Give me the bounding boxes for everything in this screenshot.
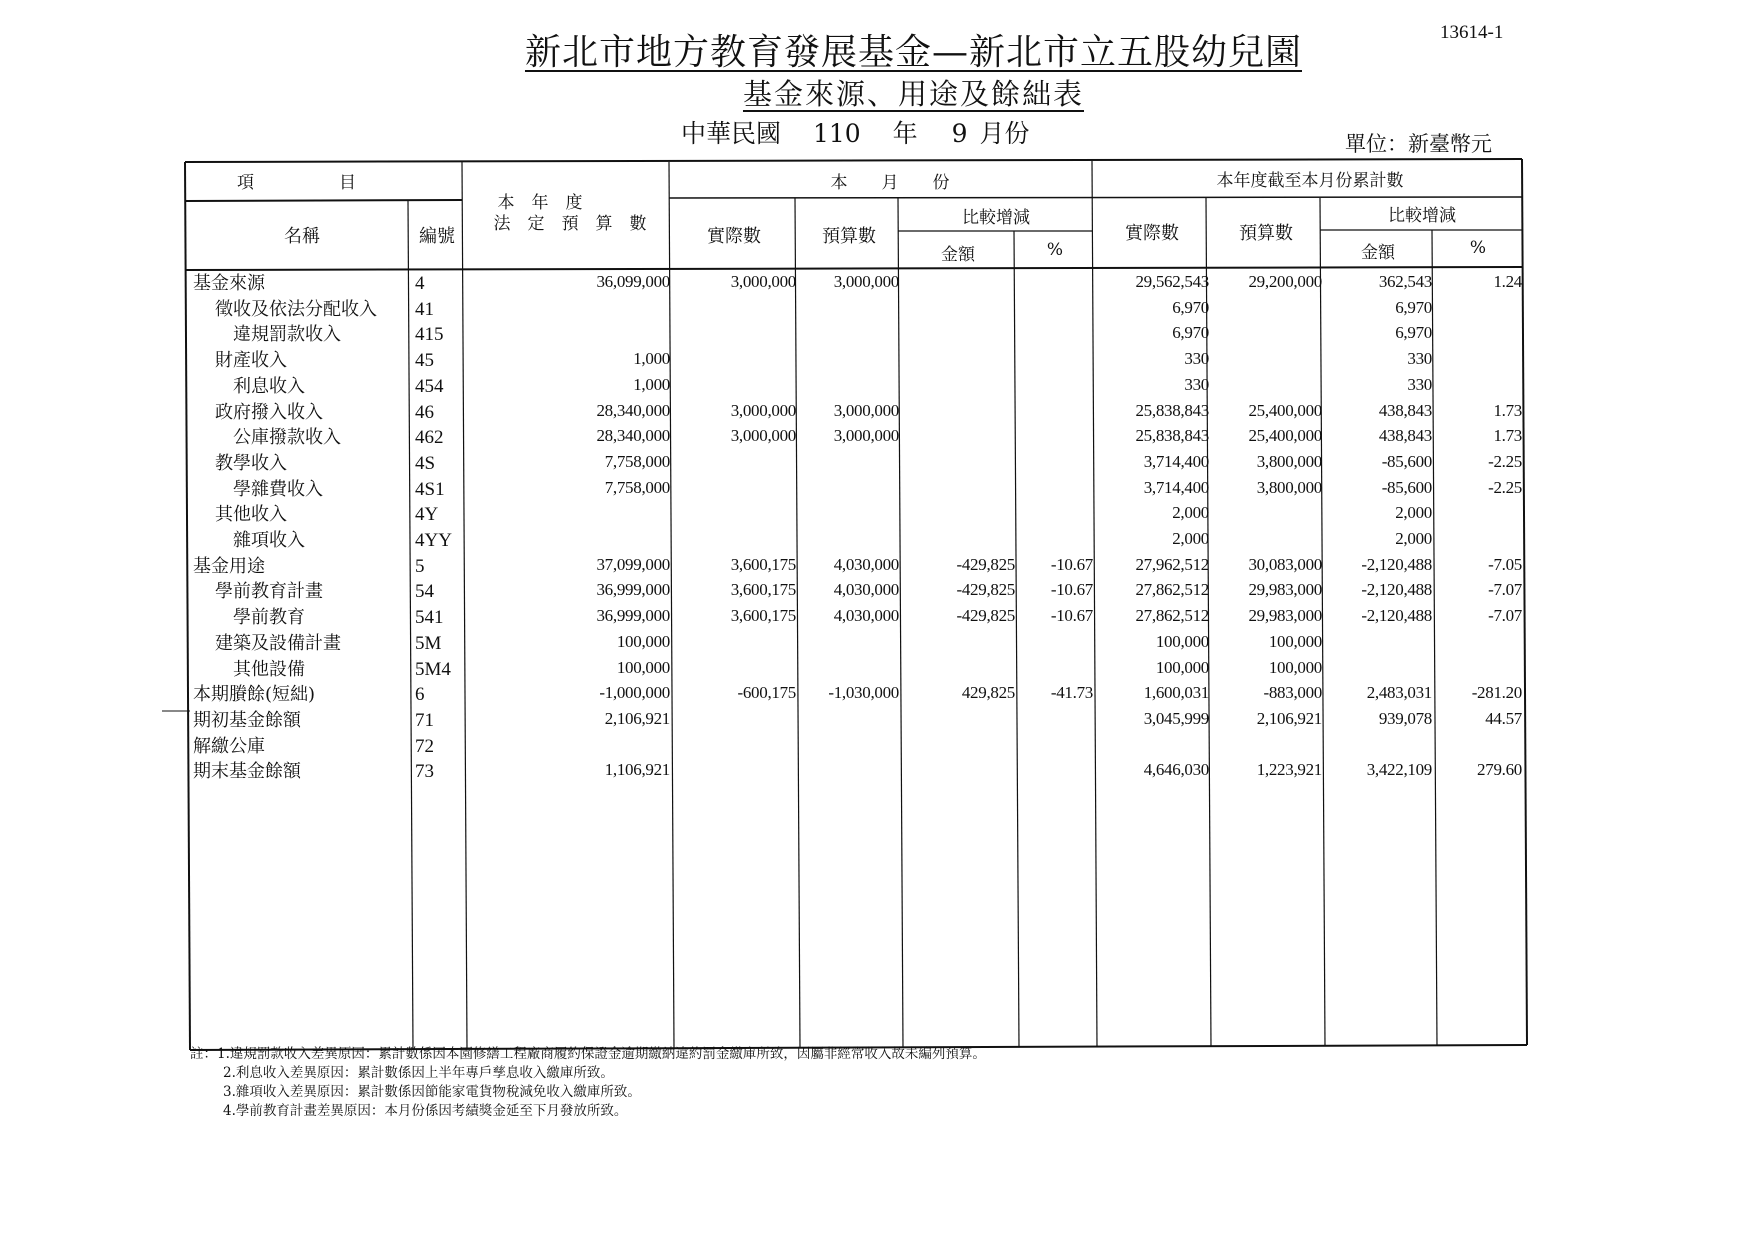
cell-c-bud: 29,983,000 (1248, 580, 1322, 599)
cell-c-act: 2,000 (1172, 529, 1209, 548)
footnote-4: 4.學前教育計畫差異原因：本月份係因考績獎金延至下月發放所致。 (223, 1103, 628, 1119)
cell-m-pct: -10.67 (1050, 555, 1093, 574)
cell-budget: 1,106,921 (604, 760, 670, 779)
period-year-label: 年 (892, 119, 918, 148)
cell-c-bud: 3,800,000 (1256, 478, 1322, 497)
cell-c-pct: -2.25 (1488, 478, 1522, 497)
row-code: 415 (415, 324, 444, 345)
row-name: 建築及設備計畫 (215, 633, 341, 654)
row-name: 雜項收入 (233, 530, 305, 551)
header-cum-amount: 金額 (1361, 243, 1395, 263)
row-code: 5M4 (415, 659, 451, 680)
row-name: 學前教育計畫 (215, 581, 323, 602)
cell-c-bud: 1,223,921 (1256, 760, 1322, 779)
cell-m-pct: -41.73 (1050, 683, 1093, 702)
cell-c-amt: 939,078 (1378, 709, 1432, 728)
header-month-budget: 預算數 (822, 226, 876, 247)
form-number: 13614-1 (1440, 22, 1504, 43)
cell-c-act: 27,862,512 (1135, 580, 1209, 599)
cell-c-pct: -7.05 (1488, 555, 1522, 574)
cell-c-pct: 1.73 (1493, 401, 1522, 420)
row-code: 4 (415, 273, 425, 294)
row-name: 期初基金餘額 (193, 710, 301, 731)
cell-c-act: 29,562,543 (1135, 272, 1209, 291)
cell-c-pct: -281.20 (1471, 683, 1522, 702)
period-era: 中華民國 (681, 119, 782, 148)
cell-c-amt: 3,422,109 (1366, 760, 1432, 779)
row-code: 46 (415, 402, 434, 423)
header-item: 項 目 (237, 173, 356, 193)
cell-c-act: 27,962,512 (1135, 555, 1209, 574)
cell-c-amt: 6,970 (1395, 298, 1432, 317)
cell-c-act: 3,045,999 (1143, 709, 1209, 728)
row-name: 其他收入 (215, 504, 287, 525)
row-code: 41 (415, 299, 434, 320)
cell-m-amt: -429,825 (956, 555, 1015, 574)
cell-c-bud: 29,200,000 (1248, 272, 1322, 291)
cell-c-bud: 25,400,000 (1248, 426, 1322, 445)
document-title-text: 新北市地方教育發展基金—新北市立五股幼兒園 (524, 32, 1302, 73)
cell-c-amt: 2,000 (1395, 503, 1432, 522)
row-code: 462 (415, 427, 444, 448)
cell-c-bud: 100,000 (1268, 658, 1322, 677)
cell-c-amt: 2,000 (1395, 529, 1432, 548)
cell-m-act: 3,000,000 (730, 401, 796, 420)
row-name: 本期賸餘(短絀) (193, 684, 316, 705)
cell-c-act: 3,714,400 (1143, 478, 1209, 497)
cell-c-act: 330 (1184, 375, 1209, 394)
cell-c-act: 1,600,031 (1143, 683, 1209, 702)
cell-budget: 36,999,000 (596, 606, 670, 625)
row-name: 利息收入 (233, 376, 305, 397)
cell-c-pct: 1.73 (1493, 426, 1522, 445)
cell-m-pct: -10.67 (1050, 606, 1093, 625)
cell-m-act: 3,000,000 (730, 272, 796, 291)
header-name: 名稱 (284, 226, 320, 247)
cell-m-pct: -10.67 (1050, 580, 1093, 599)
row-code: 4S (415, 453, 436, 474)
cell-c-amt: -85,600 (1381, 452, 1432, 471)
cell-m-act: 3,600,175 (730, 580, 796, 599)
cell-m-bud: 4,030,000 (833, 555, 899, 574)
header-cum-budget: 預算數 (1239, 223, 1293, 244)
row-code: 4S1 (415, 479, 445, 500)
row-name: 公庫撥款收入 (233, 427, 341, 448)
cell-m-bud: 3,000,000 (833, 272, 899, 291)
cell-m-bud: -1,030,000 (828, 683, 899, 702)
cell-m-amt: 429,825 (961, 683, 1015, 702)
cell-c-act: 25,838,843 (1135, 426, 1209, 445)
row-name: 其他設備 (233, 659, 305, 680)
row-code: 4YY (415, 530, 452, 551)
row-code: 73 (415, 761, 434, 782)
row-name: 政府撥入收入 (215, 402, 323, 423)
cell-budget: 100,000 (616, 632, 670, 651)
header-month-actual: 實際數 (707, 226, 761, 247)
row-name: 期末基金餘額 (193, 761, 301, 782)
footnote-2: 2.利息收入差異原因：累計數係因上半年專戶孳息收入繳庫所致。 (223, 1065, 614, 1081)
cell-m-bud: 3,000,000 (833, 426, 899, 445)
cell-c-bud: 25,400,000 (1248, 401, 1322, 420)
cell-budget: 100,000 (616, 658, 670, 677)
cell-c-amt: 330 (1407, 349, 1432, 368)
cell-c-amt: 438,843 (1378, 401, 1432, 420)
cell-c-pct: 279.60 (1477, 760, 1522, 779)
cell-budget: 36,999,000 (596, 580, 670, 599)
cell-c-bud: 2,106,921 (1256, 709, 1322, 728)
cell-c-pct: -7.07 (1488, 580, 1522, 599)
header-budget-line1: 本 年 度 (497, 193, 583, 213)
cell-m-act: 3,600,175 (730, 555, 796, 574)
period-month-label: 月份 (979, 119, 1030, 148)
row-name: 學前教育 (233, 607, 305, 628)
cell-c-act: 100,000 (1155, 632, 1209, 651)
row-name: 財產收入 (215, 350, 287, 371)
cell-m-bud: 3,000,000 (833, 401, 899, 420)
cell-c-amt: -2,120,488 (1361, 555, 1432, 574)
cell-m-bud: 4,030,000 (833, 580, 899, 599)
cell-m-amt: -429,825 (956, 580, 1015, 599)
row-name: 違規罰款收入 (233, 324, 341, 345)
row-name: 教學收入 (215, 453, 287, 474)
row-name: 徵收及依法分配收入 (215, 299, 377, 320)
cell-c-bud: 3,800,000 (1256, 452, 1322, 471)
row-name: 解繳公庫 (193, 736, 265, 757)
header-month-pct: % (1046, 240, 1064, 260)
row-code: 4Y (415, 504, 439, 525)
cell-c-act: 6,970 (1172, 323, 1209, 342)
cell-budget: 1,000 (633, 375, 670, 394)
row-code: 71 (415, 710, 434, 731)
header-cum-pct: % (1469, 238, 1487, 258)
cell-c-bud: 100,000 (1268, 632, 1322, 651)
cell-c-pct: 44.57 (1485, 709, 1522, 728)
cell-c-amt: 330 (1407, 375, 1432, 394)
row-code: 5M (415, 633, 442, 654)
cell-c-amt: -2,120,488 (1361, 606, 1432, 625)
cell-budget: 28,340,000 (596, 401, 670, 420)
cell-budget: 36,099,000 (596, 272, 670, 291)
cell-c-act: 100,000 (1155, 658, 1209, 677)
cell-c-act: 330 (1184, 349, 1209, 368)
cell-m-act: -600,175 (737, 683, 796, 702)
header-code: 編號 (419, 226, 455, 247)
cell-c-act: 25,838,843 (1135, 401, 1209, 420)
cell-c-act: 6,970 (1172, 298, 1209, 317)
cell-m-act: 3,000,000 (730, 426, 796, 445)
header-cum-actual: 實際數 (1125, 223, 1179, 244)
cell-budget: 7,758,000 (604, 452, 670, 471)
row-code: 54 (415, 581, 434, 602)
cell-m-bud: 4,030,000 (833, 606, 899, 625)
footnote-3: 3.雜項收入差異原因：累計數係因節能家電貨物稅減免收入繳庫所致。 (223, 1084, 641, 1100)
cell-budget: 28,340,000 (596, 426, 670, 445)
cell-c-amt: 2,483,031 (1366, 683, 1432, 702)
row-code: 45 (415, 350, 434, 371)
cell-c-act: 27,862,512 (1135, 606, 1209, 625)
header-cumulative: 本年度截至本月份累計數 (1216, 171, 1404, 191)
header-budget-line2: 法 定 預 算 數 (493, 214, 647, 234)
footnotes (190, 1045, 986, 1121)
period-year: 110 (812, 119, 861, 148)
cell-budget: 37,099,000 (596, 555, 670, 574)
cell-budget: 1,000 (633, 349, 670, 368)
row-code: 454 (415, 376, 444, 397)
row-code: 541 (415, 607, 444, 628)
cell-c-bud: -883,000 (1263, 683, 1322, 702)
cell-c-pct: -7.07 (1488, 606, 1522, 625)
header-cum-compare: 比較增減 (1388, 206, 1456, 226)
row-code: 6 (415, 684, 425, 705)
cell-c-amt: -85,600 (1381, 478, 1432, 497)
cell-budget: -1,000,000 (599, 683, 670, 702)
cell-c-pct: -2.25 (1488, 452, 1522, 471)
row-code: 5 (415, 556, 425, 577)
cell-c-bud: 29,983,000 (1248, 606, 1322, 625)
footnote-1: 註：1.違規罰款收入差異原因：累計數係因本園修繕工程廠商履約保證金逾期繳納違約罰金繳庫所致，因屬非經常收入故未編列預算。 (190, 1046, 986, 1062)
cell-c-act: 4,646,030 (1143, 760, 1209, 779)
cell-budget: 2,106,921 (604, 709, 670, 728)
header-month-amount: 金額 (941, 245, 975, 265)
header-month-compare: 比較增減 (962, 208, 1030, 228)
document-subtitle-text: 基金來源、用途及餘絀表 (742, 77, 1084, 111)
cell-c-pct: 1.24 (1493, 272, 1522, 291)
header-current-month: 本 月 份 (830, 173, 950, 193)
cell-m-amt: -429,825 (956, 606, 1015, 625)
cell-c-bud: 30,083,000 (1248, 555, 1322, 574)
cell-c-act: 3,714,400 (1143, 452, 1209, 471)
row-name: 基金用途 (193, 556, 265, 577)
row-code: 72 (415, 736, 434, 757)
cell-c-amt: 438,843 (1378, 426, 1432, 445)
period-month: 9 (951, 119, 968, 148)
cell-c-amt: -2,120,488 (1361, 580, 1432, 599)
cell-c-amt: 6,970 (1395, 323, 1432, 342)
cell-c-amt: 362,543 (1378, 272, 1432, 291)
cell-budget: 7,758,000 (604, 478, 670, 497)
currency-unit: 單位：新臺幣元 (1345, 132, 1492, 156)
row-name: 學雜費收入 (233, 479, 323, 500)
cell-c-act: 2,000 (1172, 503, 1209, 522)
row-name: 基金來源 (193, 273, 265, 294)
cell-m-act: 3,600,175 (730, 606, 796, 625)
